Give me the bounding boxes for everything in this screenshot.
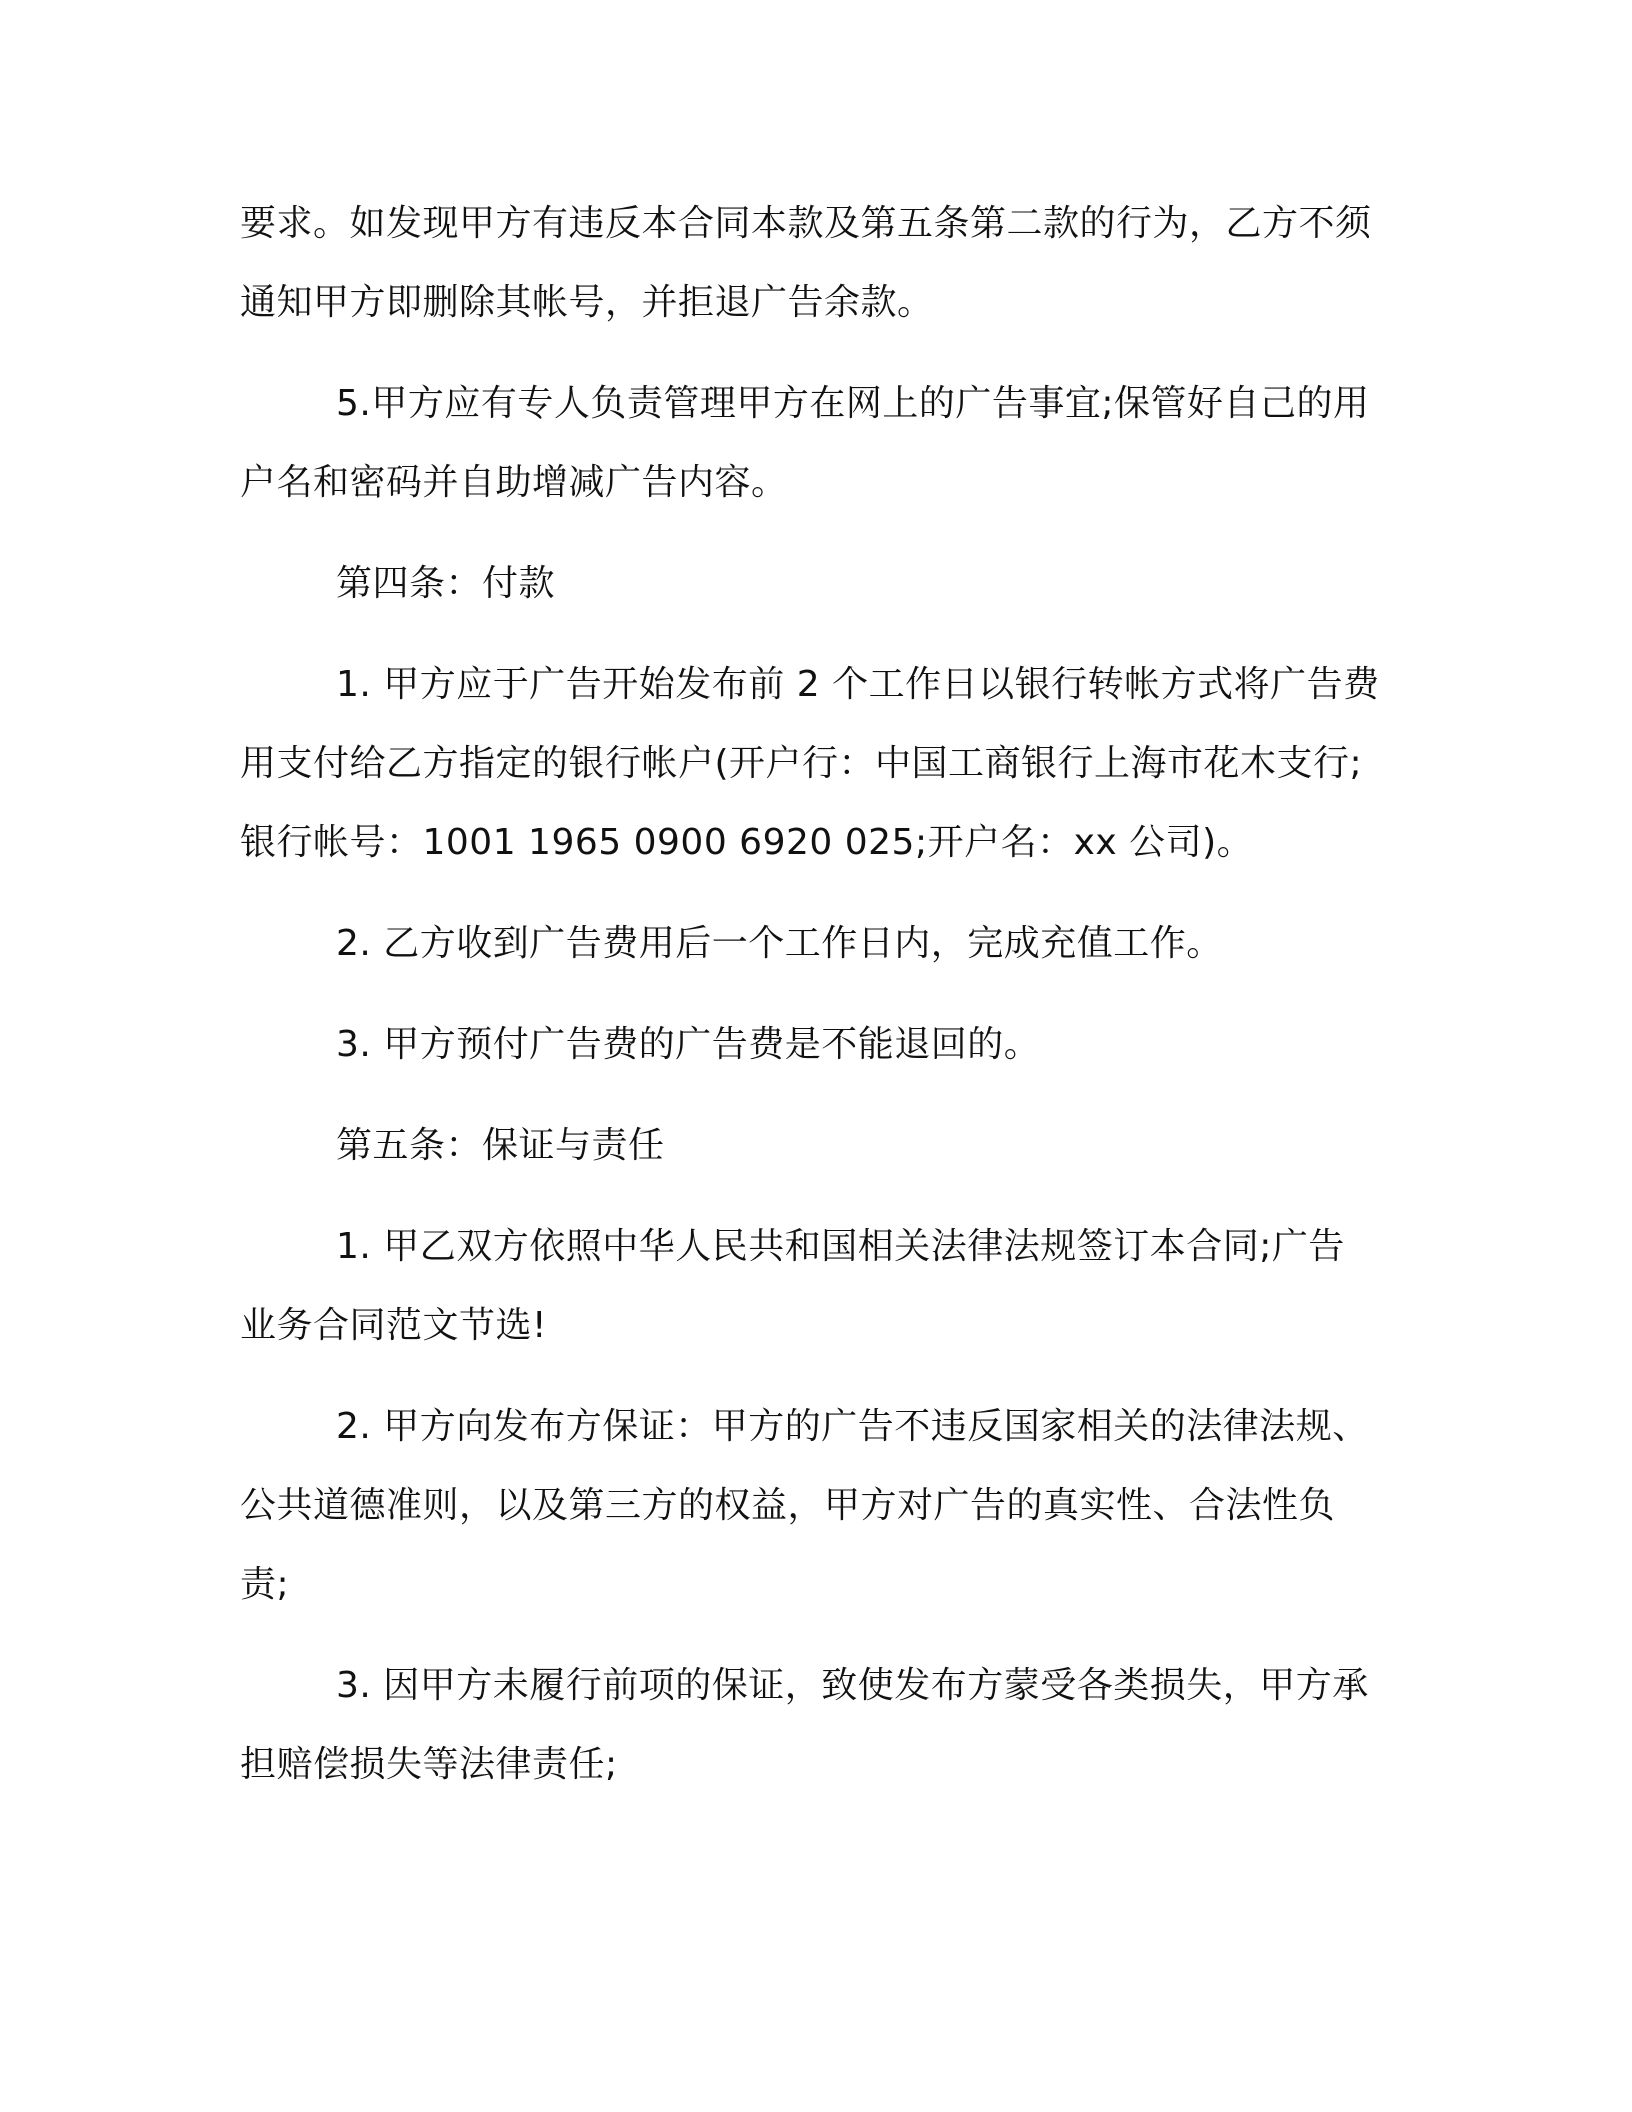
paragraph-clause-4-2: 2. 乙方收到广告费用后一个工作日内，完成充值工作。	[336, 923, 1223, 964]
document-body	[240, 184, 1380, 1804]
heading-article-5: 第五条：保证与责任	[336, 1125, 665, 1166]
paragraph-clause-5-3: 3. 因甲方未履行前项的保证，致使发布方蒙受各类损失，甲方承担赔偿损失等法律责任;	[240, 1665, 1369, 1785]
paragraph-clause-5-1: 1. 甲乙双方依照中华人民共和国相关法律法规签订本合同;广告业务合同范文节选!	[240, 1226, 1345, 1346]
paragraph-clause-3-5: 5.甲方应有专人负责管理甲方在网上的广告事宜;保管好自己的用户名和密码并自助增减广告内容。	[240, 383, 1370, 503]
heading-article-4: 第四条：付款	[336, 563, 556, 604]
paragraph-clause-5-2: 2. 甲方向发布方保证：甲方的广告不违反国家相关的法律法规、公共道德准则，以及第三方的权益，甲方对广告的真实性、合法性负责;	[240, 1406, 1369, 1605]
paragraph-continuation: 要求。如发现甲方有违反本合同本款及第五条第二款的行为，乙方不须通知甲方即删除其帐号，并拒退广告余款。	[240, 203, 1372, 323]
paragraph-clause-4-1: 1. 甲方应于广告开始发布前 2 个工作日以银行转帐方式将广告费用支付给乙方指定的银行帐户(开户行：中国工商银行上海市花木支行;银行帐号：1001 1965 0900 6920 025;开户名：xx 公司)。	[240, 664, 1380, 863]
paragraph-clause-4-3: 3. 甲方预付广告费的广告费是不能退回的。	[336, 1024, 1041, 1065]
